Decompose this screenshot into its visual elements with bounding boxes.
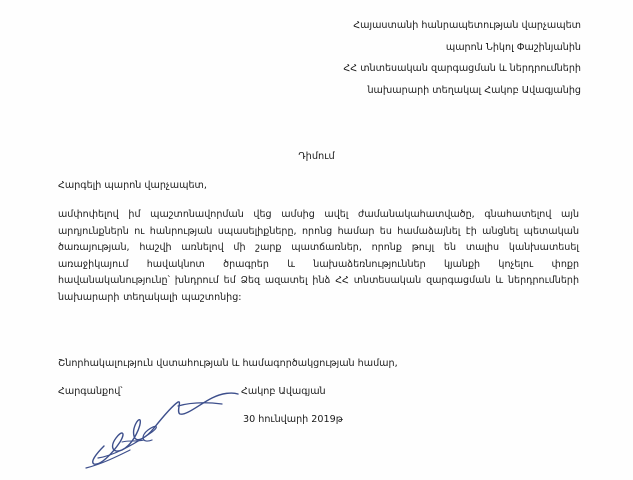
signature-stroke-loop — [98, 426, 156, 458]
salutation: Հարգելի պարոն վարչապետ, — [58, 180, 207, 191]
letter-date: 30 հունվարի 2019թ — [243, 414, 343, 425]
addressee-line-3: ՀՀ տնտեսական զարգացման և ներդրումների — [343, 63, 581, 74]
document-title: Դիմում — [298, 151, 335, 162]
handwritten-signature-icon — [82, 384, 272, 474]
addressee-line-2: պարոն Նիկոլ Փաշինյանին — [445, 41, 581, 53]
addressee-block — [251, 15, 581, 101]
regards-label: Հարգանքով՝ — [58, 386, 123, 397]
signer-name: Հակոբ Ավագյան — [241, 386, 326, 397]
addressee-line-4: նախարարի տեղակալ Հակոբ Ավագյանից — [367, 84, 581, 96]
letter-body: ամփոփելով իմ պաշտոնավորման վեց ամսից ավել ժամանակահատվածը, գնահատելով այն արդյունքներն ու հանրության սպասելիքները, որոնց համար ես համաձայնել էի անցնել պետական ծառայության, հաշվի առնելով մի շարք պատճառներ, որոնք թույլ են տալիս կանխատեսել առաջիկայում հավակնոտ ծրագրեր և նախաձեռնություններ կյանքի կոչելու փոքր հավանականությունը՝ խնդրում եմ Ձեզ ազատել ինձ ՀՀ տնտեսական զարգացման և ներդրումների նախարարի տեղակալի պաշտոնից: — [58, 209, 579, 303]
closing-line: Շնորհակալություն վստահության և համագործակցության համար, — [58, 358, 398, 369]
addressee-line-1: Հայաստանի հանրապետության վարչապետ — [353, 20, 581, 31]
